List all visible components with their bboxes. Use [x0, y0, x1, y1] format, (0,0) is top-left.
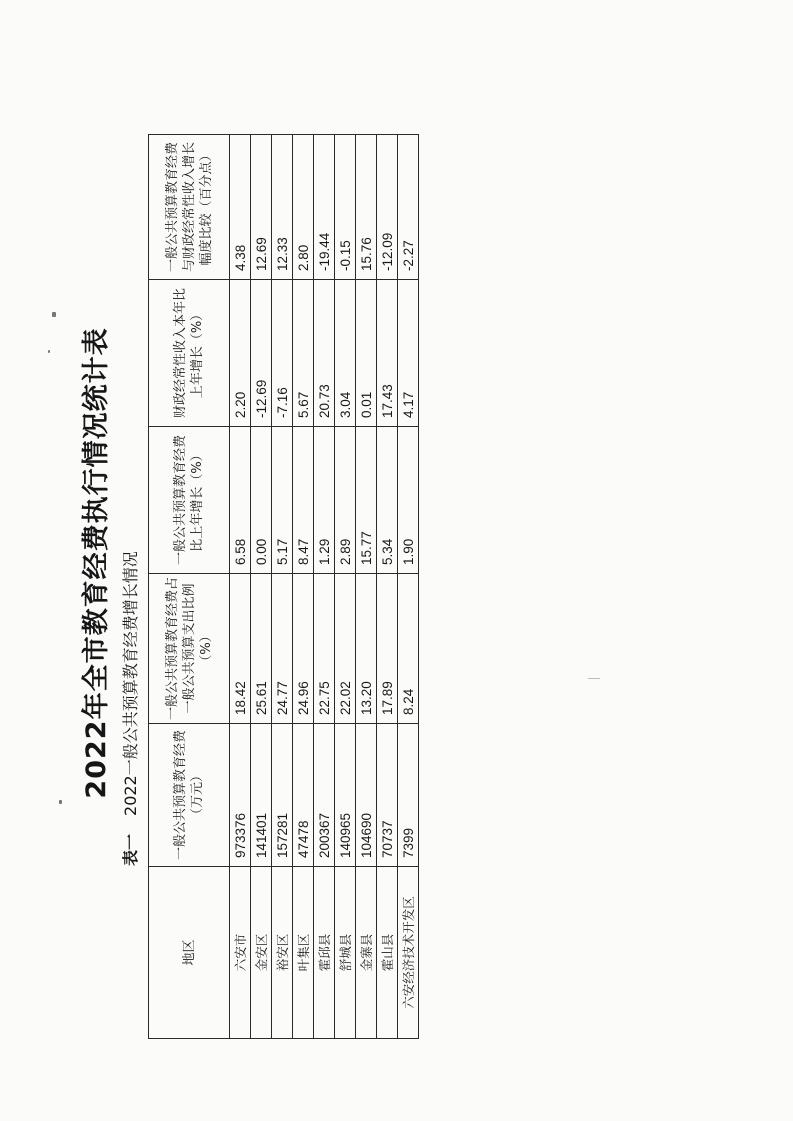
cell-funding-share: 13.20 — [356, 574, 377, 724]
table-row — [377, 135, 398, 1039]
cell-funding-growth: 0.00 — [251, 427, 272, 574]
cell-region: 六安经济技术开发区 — [398, 867, 419, 1039]
cell-growth-difference: -12.09 — [377, 135, 398, 280]
cell-funding-share: 25.61 — [251, 574, 272, 724]
table-header-row — [149, 135, 230, 1039]
cell-education-funding: 104690 — [356, 724, 377, 867]
cell-region: 霍山县 — [377, 867, 398, 1039]
cell-education-funding: 157281 — [272, 724, 293, 867]
scan-speck — [52, 312, 56, 317]
cell-region: 金寨县 — [356, 867, 377, 1039]
table-row — [272, 135, 293, 1039]
table-row — [230, 135, 251, 1039]
cell-funding-share: 22.75 — [314, 574, 335, 724]
cell-revenue-growth: 17.43 — [377, 280, 398, 427]
cell-funding-growth: 5.17 — [272, 427, 293, 574]
cell-education-funding: 7399 — [398, 724, 419, 867]
cell-funding-growth: 1.90 — [398, 427, 419, 574]
cell-region: 舒城县 — [335, 867, 356, 1039]
cell-region: 叶集区 — [293, 867, 314, 1039]
header-funding-growth: 一般公共预算教育经费比上年增长（%） — [149, 427, 230, 574]
table-caption-text: 2022一般公共预算教育经费增长情况 — [121, 551, 140, 816]
table-caption — [118, 551, 141, 866]
cell-education-funding: 70737 — [377, 724, 398, 867]
cell-education-funding: 141401 — [251, 724, 272, 867]
cell-funding-growth: 2.89 — [335, 427, 356, 574]
cell-funding-share: 24.77 — [272, 574, 293, 724]
cell-funding-share: 24.96 — [293, 574, 314, 724]
cell-growth-difference: 12.33 — [272, 135, 293, 280]
header-funding-share: 一般公共预算教育经费占一般公共预算支出比例（%） — [149, 574, 230, 724]
cell-region: 金安区 — [251, 867, 272, 1039]
cell-revenue-growth: 3.04 — [335, 280, 356, 427]
cell-region: 六安市 — [230, 867, 251, 1039]
cell-education-funding: 200367 — [314, 724, 335, 867]
cell-growth-difference: -0.15 — [335, 135, 356, 280]
cell-funding-growth: 8.47 — [293, 427, 314, 574]
cell-region: 裕安区 — [272, 867, 293, 1039]
table-row — [335, 135, 356, 1039]
cell-revenue-growth: 5.67 — [293, 280, 314, 427]
header-revenue-growth: 财政经常性收入本年比上年增长（%） — [149, 280, 230, 427]
cell-revenue-growth: -7.16 — [272, 280, 293, 427]
table-row — [398, 135, 419, 1039]
cell-education-funding: 973376 — [230, 724, 251, 867]
header-region: 地区 — [149, 867, 230, 1039]
header-growth-difference: 一般公共预算教育经费与财政经常性收入增长幅度比较（百分点） — [149, 135, 230, 280]
cell-revenue-growth: 2.20 — [230, 280, 251, 427]
cell-funding-growth: 6.58 — [230, 427, 251, 574]
cell-funding-share: 22.02 — [335, 574, 356, 724]
table-row — [293, 135, 314, 1039]
cell-growth-difference: -19.44 — [314, 135, 335, 280]
cell-education-funding: 47478 — [293, 724, 314, 867]
cell-growth-difference: 4.38 — [230, 135, 251, 280]
document-title: 2022年全市教育经费执行情况统计表 — [81, 327, 112, 799]
cell-revenue-growth: -12.69 — [251, 280, 272, 427]
table-caption-label: 表一 — [121, 833, 140, 866]
table-row — [356, 135, 377, 1039]
cell-education-funding: 140965 — [335, 724, 356, 867]
header-education-funding: 一般公共预算教育经费（万元） — [149, 724, 230, 867]
scan-speck — [59, 800, 62, 804]
cell-funding-share: 8.24 — [398, 574, 419, 724]
cell-growth-difference: 2.80 — [293, 135, 314, 280]
scan-speck — [588, 678, 600, 679]
cell-funding-share: 18.42 — [230, 574, 251, 724]
cell-growth-difference: 12.69 — [251, 135, 272, 280]
cell-funding-growth: 1.29 — [314, 427, 335, 574]
cell-funding-growth: 15.77 — [356, 427, 377, 574]
cell-revenue-growth: 0.01 — [356, 280, 377, 427]
cell-funding-share: 17.89 — [377, 574, 398, 724]
cell-growth-difference: -2.27 — [398, 135, 419, 280]
education-funding-table — [148, 134, 419, 1039]
cell-growth-difference: 15.76 — [356, 135, 377, 280]
cell-revenue-growth: 4.17 — [398, 280, 419, 427]
table-row — [314, 135, 335, 1039]
table-row — [251, 135, 272, 1039]
cell-region: 霍邱县 — [314, 867, 335, 1039]
cell-funding-growth: 5.34 — [377, 427, 398, 574]
cell-revenue-growth: 20.73 — [314, 280, 335, 427]
scan-speck — [48, 350, 50, 353]
